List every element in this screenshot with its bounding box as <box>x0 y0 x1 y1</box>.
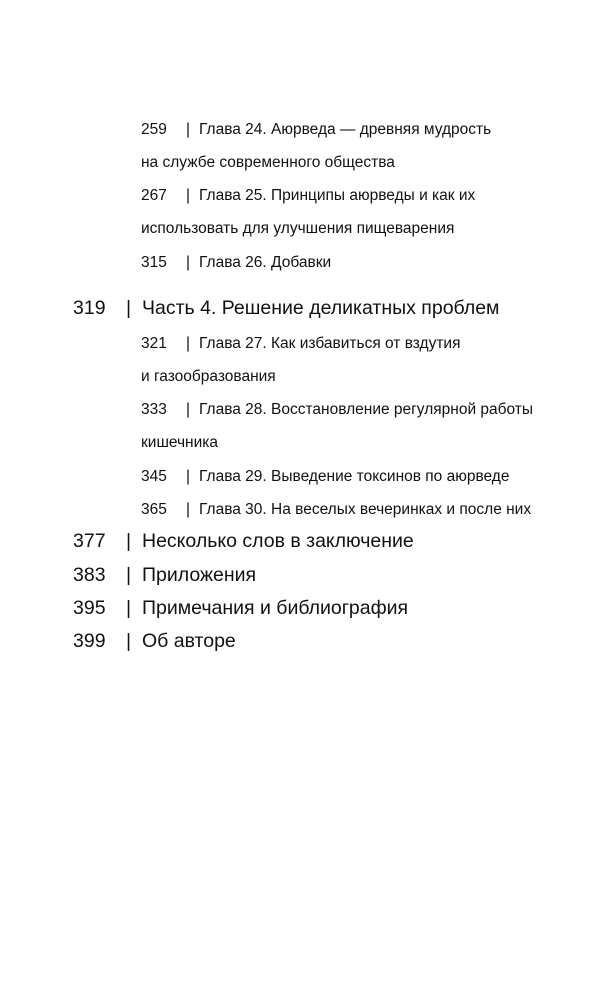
toc-separator: | <box>126 597 132 619</box>
toc-entry-title: Глава 27. Как избавиться от вздутия <box>199 335 461 352</box>
toc-page-number: 259 <box>141 121 167 138</box>
toc-separator: | <box>126 630 132 652</box>
toc-separator: | <box>186 187 191 204</box>
toc-page-number: 383 <box>73 564 106 586</box>
toc-entry-title: Часть 4. Решение деликатных проблем <box>142 297 500 319</box>
toc-entry-title: Глава 29. Выведение токсинов по аюрведе <box>199 468 510 485</box>
toc-separator: | <box>126 297 132 319</box>
toc-entry-title: Глава 24. Аюрведа — древняя мудрость <box>199 121 492 138</box>
toc-page-number: 377 <box>73 530 106 552</box>
toc-page-number: 365 <box>141 501 167 518</box>
toc-page-number: 399 <box>73 630 106 652</box>
toc-separator: | <box>186 468 191 485</box>
toc-entry-title: Приложения <box>142 564 257 586</box>
toc-entry-title: Об авторе <box>142 630 236 652</box>
toc-entry-title-continued: использовать для улучшения пищеварения <box>141 220 455 237</box>
toc-separator: | <box>186 401 191 418</box>
toc-page-number: 345 <box>141 468 167 485</box>
toc-entry-title: Глава 25. Принципы аюрведы и как их <box>199 187 476 204</box>
toc-page-number: 333 <box>141 401 167 418</box>
toc-page-number: 267 <box>141 187 167 204</box>
toc-separator: | <box>126 530 132 552</box>
toc-entry-title: Глава 28. Восстановление регулярной работы <box>199 401 534 418</box>
toc-separator: | <box>186 335 191 352</box>
toc-entry-title: Примечания и библиография <box>142 597 409 619</box>
toc-entry-title: Глава 30. На веселых вечеринках и после них <box>199 501 532 518</box>
toc-entry-title-continued: на службе современного общества <box>141 154 395 171</box>
toc-separator: | <box>186 121 191 138</box>
toc-entry-title-continued: кишечника <box>141 434 219 451</box>
toc-page-number: 321 <box>141 335 167 352</box>
toc-page-number: 319 <box>73 297 106 319</box>
toc-entry-title: Несколько слов в заключение <box>142 530 414 552</box>
toc-page-number: 395 <box>73 597 106 619</box>
toc-separator: | <box>126 564 132 586</box>
toc-entry-title: Глава 26. Добавки <box>199 254 332 271</box>
toc-separator: | <box>186 254 191 271</box>
toc-separator: | <box>186 501 191 518</box>
toc-page-number: 315 <box>141 254 167 271</box>
toc-entry-title-continued: и газообразования <box>141 368 276 385</box>
